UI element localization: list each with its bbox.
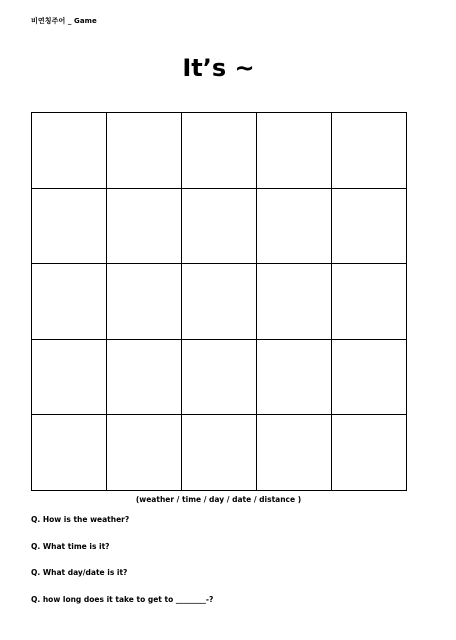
grid-cell [107, 188, 182, 264]
grid-cell [107, 113, 182, 189]
question-item: Q. how long does it take to get to ________-? [31, 594, 214, 604]
grid-cell [32, 113, 107, 189]
grid-cell [257, 415, 332, 491]
grid-cell [332, 188, 407, 264]
bingo-grid [31, 112, 407, 491]
question-list [31, 515, 213, 621]
grid-cell [32, 188, 107, 264]
question-item: Q. How is the weather? [31, 515, 130, 524]
grid-caption: (weather / time / day / date / distance ) [135, 495, 302, 504]
grid-row [32, 415, 407, 491]
bingo-grid-body [32, 113, 407, 491]
grid-cell [107, 339, 182, 415]
worksheet-header-label: 비연칭주어 _ Game [31, 17, 97, 25]
grid-cell [182, 339, 257, 415]
grid-row [32, 339, 407, 415]
grid-row [32, 264, 407, 340]
grid-cell [107, 264, 182, 340]
grid-row [32, 113, 407, 189]
grid-cell [332, 113, 407, 189]
grid-cell [257, 113, 332, 189]
grid-cell [332, 339, 407, 415]
grid-cell [332, 264, 407, 340]
grid-cell [107, 415, 182, 491]
grid-cell [182, 113, 257, 189]
grid-cell [182, 264, 257, 340]
grid-cell [257, 339, 332, 415]
grid-cell [32, 339, 107, 415]
question-item: Q. What day/date is it? [31, 568, 128, 577]
question-item: Q. What time is it? [31, 541, 110, 551]
grid-cell [257, 188, 332, 264]
grid-cell [32, 264, 107, 340]
grid-row [32, 188, 407, 264]
grid-cell [32, 415, 107, 491]
grid-cell [332, 415, 407, 491]
grid-cell [182, 415, 257, 491]
grid-cell [257, 264, 332, 340]
worksheet-title: It’s ~ [182, 54, 255, 82]
grid-cell [182, 188, 257, 264]
